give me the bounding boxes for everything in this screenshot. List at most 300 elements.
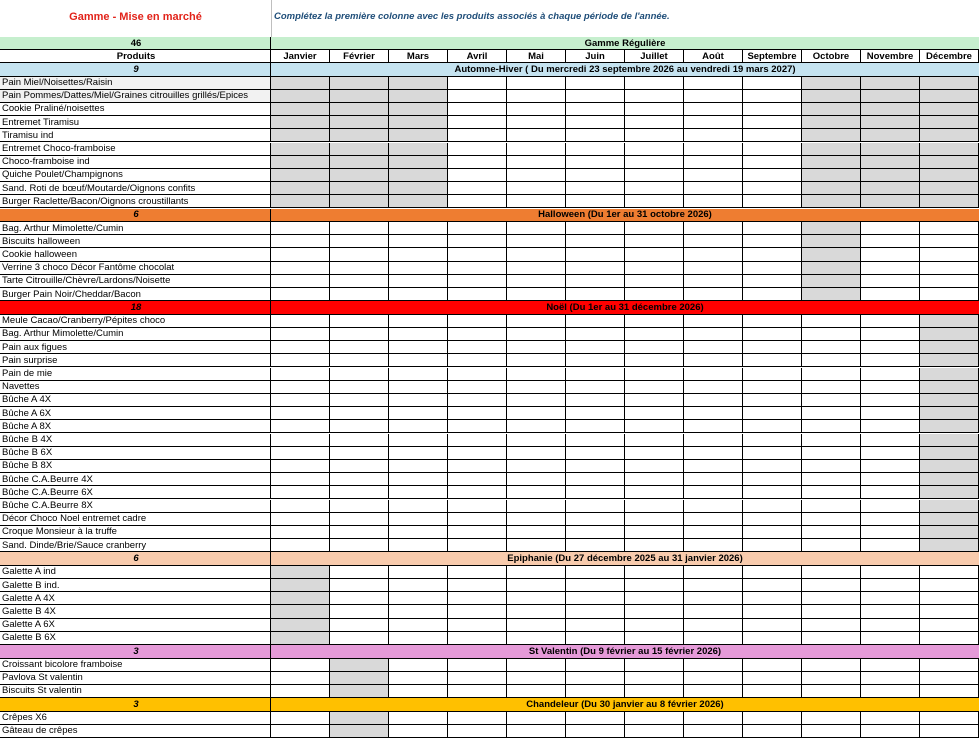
month-cell[interactable] xyxy=(389,381,448,394)
month-cell[interactable] xyxy=(684,341,743,354)
month-cell[interactable] xyxy=(920,539,979,552)
month-cell[interactable] xyxy=(684,116,743,129)
month-cell[interactable] xyxy=(389,368,448,381)
month-cell[interactable] xyxy=(389,235,448,248)
month-cell[interactable] xyxy=(330,182,389,195)
month-cell[interactable] xyxy=(566,381,625,394)
month-cell[interactable] xyxy=(330,685,389,698)
month-cell[interactable] xyxy=(448,672,507,685)
month-cell[interactable] xyxy=(802,725,861,738)
month-cell[interactable] xyxy=(448,328,507,341)
month-cell[interactable] xyxy=(507,222,566,235)
month-cell[interactable] xyxy=(271,222,330,235)
month-cell[interactable] xyxy=(684,513,743,526)
month-cell[interactable] xyxy=(802,248,861,261)
month-cell[interactable] xyxy=(448,513,507,526)
month-cell[interactable] xyxy=(330,632,389,645)
month-cell[interactable] xyxy=(566,592,625,605)
month-cell[interactable] xyxy=(743,169,802,182)
section-title-cell[interactable]: Halloween (Du 1er au 31 octobre 2026) xyxy=(271,209,979,223)
month-cell[interactable] xyxy=(743,473,802,486)
month-cell[interactable] xyxy=(271,407,330,420)
month-cell[interactable] xyxy=(448,195,507,208)
month-cell[interactable] xyxy=(743,156,802,169)
month-cell[interactable] xyxy=(920,288,979,301)
month-cell[interactable] xyxy=(566,632,625,645)
month-cell[interactable] xyxy=(684,526,743,539)
month-cell[interactable] xyxy=(389,632,448,645)
month-cell[interactable] xyxy=(271,77,330,90)
month-cell[interactable] xyxy=(566,77,625,90)
month-cell[interactable] xyxy=(920,368,979,381)
month-cell[interactable] xyxy=(861,169,920,182)
month-cell[interactable] xyxy=(743,434,802,447)
month-cell[interactable] xyxy=(861,447,920,460)
month-cell[interactable] xyxy=(861,500,920,513)
month-cell[interactable] xyxy=(566,182,625,195)
month-cell[interactable] xyxy=(271,513,330,526)
month-cell[interactable] xyxy=(389,394,448,407)
month-cell[interactable] xyxy=(920,328,979,341)
month-cell[interactable] xyxy=(566,672,625,685)
product-cell[interactable]: Biscuits St valentin xyxy=(0,685,271,698)
month-cell[interactable] xyxy=(271,262,330,275)
month-cell[interactable] xyxy=(507,182,566,195)
month-cell[interactable] xyxy=(861,473,920,486)
month-cell[interactable] xyxy=(448,500,507,513)
month-cell[interactable] xyxy=(861,77,920,90)
month-cell[interactable] xyxy=(625,182,684,195)
month-cell[interactable] xyxy=(448,566,507,579)
month-cell[interactable] xyxy=(802,143,861,156)
month-cell[interactable] xyxy=(271,473,330,486)
month-cell[interactable] xyxy=(330,434,389,447)
month-cell[interactable] xyxy=(743,526,802,539)
month-cell[interactable] xyxy=(330,712,389,725)
month-cell[interactable] xyxy=(684,77,743,90)
month-cell[interactable] xyxy=(448,129,507,142)
month-cell[interactable] xyxy=(507,328,566,341)
month-cell[interactable] xyxy=(920,712,979,725)
product-cell[interactable]: Galette A ind xyxy=(0,566,271,579)
month-cell[interactable] xyxy=(802,500,861,513)
month-cell[interactable] xyxy=(271,566,330,579)
month-cell[interactable] xyxy=(330,539,389,552)
month-cell[interactable] xyxy=(389,275,448,288)
month-cell[interactable] xyxy=(743,420,802,433)
month-cell[interactable] xyxy=(448,712,507,725)
month-header-6[interactable]: Juillet xyxy=(625,50,684,63)
product-cell[interactable]: Bûche B 4X xyxy=(0,434,271,447)
month-cell[interactable] xyxy=(389,315,448,328)
month-cell[interactable] xyxy=(271,460,330,473)
month-cell[interactable] xyxy=(566,434,625,447)
month-cell[interactable] xyxy=(920,685,979,698)
month-cell[interactable] xyxy=(271,143,330,156)
month-cell[interactable] xyxy=(330,566,389,579)
month-cell[interactable] xyxy=(625,539,684,552)
month-cell[interactable] xyxy=(271,605,330,618)
month-cell[interactable] xyxy=(861,659,920,672)
month-cell[interactable] xyxy=(802,592,861,605)
month-cell[interactable] xyxy=(684,460,743,473)
month-cell[interactable] xyxy=(448,473,507,486)
month-cell[interactable] xyxy=(861,368,920,381)
month-cell[interactable] xyxy=(684,447,743,460)
month-cell[interactable] xyxy=(743,354,802,367)
month-cell[interactable] xyxy=(743,235,802,248)
month-cell[interactable] xyxy=(389,500,448,513)
month-cell[interactable] xyxy=(802,354,861,367)
product-cell[interactable]: Biscuits halloween xyxy=(0,235,271,248)
month-cell[interactable] xyxy=(507,592,566,605)
month-cell[interactable] xyxy=(271,394,330,407)
month-cell[interactable] xyxy=(802,182,861,195)
month-cell[interactable] xyxy=(507,169,566,182)
month-cell[interactable] xyxy=(743,195,802,208)
month-cell[interactable] xyxy=(920,473,979,486)
month-cell[interactable] xyxy=(920,248,979,261)
month-cell[interactable] xyxy=(802,381,861,394)
month-cell[interactable] xyxy=(271,368,330,381)
month-cell[interactable] xyxy=(684,368,743,381)
month-cell[interactable] xyxy=(625,592,684,605)
month-cell[interactable] xyxy=(330,328,389,341)
month-cell[interactable] xyxy=(802,473,861,486)
month-cell[interactable] xyxy=(920,486,979,499)
month-cell[interactable] xyxy=(389,659,448,672)
month-cell[interactable] xyxy=(448,725,507,738)
month-cell[interactable] xyxy=(625,262,684,275)
month-cell[interactable] xyxy=(507,539,566,552)
month-cell[interactable] xyxy=(507,288,566,301)
month-cell[interactable] xyxy=(389,341,448,354)
month-cell[interactable] xyxy=(625,315,684,328)
month-cell[interactable] xyxy=(330,420,389,433)
month-cell[interactable] xyxy=(861,182,920,195)
month-cell[interactable] xyxy=(861,103,920,116)
product-cell[interactable]: Navettes xyxy=(0,381,271,394)
month-cell[interactable] xyxy=(330,368,389,381)
month-cell[interactable] xyxy=(625,566,684,579)
month-cell[interactable] xyxy=(271,315,330,328)
month-cell[interactable] xyxy=(448,632,507,645)
month-cell[interactable] xyxy=(448,460,507,473)
month-cell[interactable] xyxy=(684,592,743,605)
month-cell[interactable] xyxy=(861,354,920,367)
month-cell[interactable] xyxy=(802,368,861,381)
month-cell[interactable] xyxy=(566,394,625,407)
month-cell[interactable] xyxy=(507,685,566,698)
month-cell[interactable] xyxy=(861,460,920,473)
month-cell[interactable] xyxy=(920,354,979,367)
month-cell[interactable] xyxy=(566,143,625,156)
month-cell[interactable] xyxy=(920,513,979,526)
month-cell[interactable] xyxy=(330,90,389,103)
month-cell[interactable] xyxy=(920,632,979,645)
month-cell[interactable] xyxy=(684,103,743,116)
month-cell[interactable] xyxy=(448,116,507,129)
month-cell[interactable] xyxy=(271,447,330,460)
month-cell[interactable] xyxy=(920,566,979,579)
month-header-4[interactable]: Mai xyxy=(507,50,566,63)
month-cell[interactable] xyxy=(625,579,684,592)
month-cell[interactable] xyxy=(389,513,448,526)
month-cell[interactable] xyxy=(507,566,566,579)
month-cell[interactable] xyxy=(684,129,743,142)
month-cell[interactable] xyxy=(743,328,802,341)
month-cell[interactable] xyxy=(684,315,743,328)
month-cell[interactable] xyxy=(448,407,507,420)
month-cell[interactable] xyxy=(271,129,330,142)
month-cell[interactable] xyxy=(566,262,625,275)
month-cell[interactable] xyxy=(330,315,389,328)
month-cell[interactable] xyxy=(861,566,920,579)
month-cell[interactable] xyxy=(448,434,507,447)
month-cell[interactable] xyxy=(507,143,566,156)
month-cell[interactable] xyxy=(861,143,920,156)
month-cell[interactable] xyxy=(507,486,566,499)
month-cell[interactable] xyxy=(389,222,448,235)
month-cell[interactable] xyxy=(330,341,389,354)
month-cell[interactable] xyxy=(684,619,743,632)
month-cell[interactable] xyxy=(271,169,330,182)
month-cell[interactable] xyxy=(920,129,979,142)
month-cell[interactable] xyxy=(566,500,625,513)
month-cell[interactable] xyxy=(507,394,566,407)
month-header-9[interactable]: Octobre xyxy=(802,50,861,63)
month-cell[interactable] xyxy=(330,407,389,420)
month-cell[interactable] xyxy=(802,169,861,182)
product-cell[interactable]: Bûche C.A.Beurre 4X xyxy=(0,473,271,486)
month-cell[interactable] xyxy=(920,460,979,473)
month-cell[interactable] xyxy=(920,605,979,618)
month-cell[interactable] xyxy=(920,195,979,208)
month-cell[interactable] xyxy=(271,341,330,354)
month-cell[interactable] xyxy=(448,539,507,552)
month-cell[interactable] xyxy=(271,275,330,288)
month-cell[interactable] xyxy=(743,513,802,526)
month-header-8[interactable]: Septembre xyxy=(743,50,802,63)
product-cell[interactable]: Pain surprise xyxy=(0,354,271,367)
month-cell[interactable] xyxy=(330,288,389,301)
month-cell[interactable] xyxy=(802,619,861,632)
section-count-cell[interactable]: 6 xyxy=(0,209,271,223)
month-cell[interactable] xyxy=(802,103,861,116)
month-cell[interactable] xyxy=(330,248,389,261)
month-cell[interactable] xyxy=(802,605,861,618)
month-cell[interactable] xyxy=(920,447,979,460)
product-cell[interactable]: Burger Pain Noir/Cheddar/Bacon xyxy=(0,288,271,301)
month-cell[interactable] xyxy=(861,725,920,738)
month-cell[interactable] xyxy=(684,354,743,367)
month-cell[interactable] xyxy=(920,434,979,447)
month-cell[interactable] xyxy=(271,685,330,698)
month-cell[interactable] xyxy=(507,434,566,447)
month-cell[interactable] xyxy=(743,460,802,473)
product-cell[interactable]: Burger Raclette/Bacon/Oignons croustillants xyxy=(0,195,271,208)
products-header-cell[interactable]: Produits xyxy=(0,50,271,63)
month-cell[interactable] xyxy=(802,513,861,526)
month-cell[interactable] xyxy=(920,407,979,420)
section-title-cell[interactable]: Chandeleur (Du 30 janvier au 8 février 2026) xyxy=(271,698,979,712)
month-cell[interactable] xyxy=(743,685,802,698)
month-cell[interactable] xyxy=(271,116,330,129)
month-cell[interactable] xyxy=(566,447,625,460)
month-cell[interactable] xyxy=(330,116,389,129)
month-cell[interactable] xyxy=(861,394,920,407)
month-cell[interactable] xyxy=(448,486,507,499)
month-cell[interactable] xyxy=(920,169,979,182)
month-cell[interactable] xyxy=(861,328,920,341)
month-cell[interactable] xyxy=(861,579,920,592)
month-cell[interactable] xyxy=(802,77,861,90)
sheet-title-cell[interactable] xyxy=(0,0,272,37)
month-cell[interactable] xyxy=(684,381,743,394)
month-cell[interactable] xyxy=(684,195,743,208)
month-header-1[interactable]: Février xyxy=(330,50,389,63)
month-cell[interactable] xyxy=(566,460,625,473)
month-cell[interactable] xyxy=(507,447,566,460)
product-cell[interactable]: Bûche B 6X xyxy=(0,447,271,460)
month-cell[interactable] xyxy=(389,420,448,433)
month-cell[interactable] xyxy=(625,420,684,433)
month-cell[interactable] xyxy=(920,262,979,275)
product-cell[interactable]: Bûche B 8X xyxy=(0,460,271,473)
month-cell[interactable] xyxy=(448,619,507,632)
month-cell[interactable] xyxy=(330,659,389,672)
month-cell[interactable] xyxy=(566,539,625,552)
month-cell[interactable] xyxy=(743,592,802,605)
range-label-cell[interactable]: Gamme Régulière xyxy=(271,37,979,50)
month-cell[interactable] xyxy=(566,566,625,579)
month-cell[interactable] xyxy=(507,129,566,142)
month-cell[interactable] xyxy=(507,460,566,473)
product-cell[interactable]: Verrine 3 choco Décor Fantôme chocolat xyxy=(0,262,271,275)
product-cell[interactable]: Pain de mie xyxy=(0,368,271,381)
month-cell[interactable] xyxy=(271,500,330,513)
month-cell[interactable] xyxy=(861,116,920,129)
month-cell[interactable] xyxy=(566,103,625,116)
section-count-cell[interactable]: 6 xyxy=(0,552,271,566)
month-cell[interactable] xyxy=(566,248,625,261)
month-cell[interactable] xyxy=(271,592,330,605)
month-cell[interactable] xyxy=(507,659,566,672)
month-cell[interactable] xyxy=(330,195,389,208)
month-cell[interactable] xyxy=(625,116,684,129)
product-cell[interactable]: Bûche A 8X xyxy=(0,420,271,433)
month-cell[interactable] xyxy=(920,116,979,129)
month-cell[interactable] xyxy=(330,579,389,592)
month-cell[interactable] xyxy=(566,407,625,420)
month-cell[interactable] xyxy=(507,315,566,328)
month-cell[interactable] xyxy=(330,129,389,142)
month-cell[interactable] xyxy=(684,275,743,288)
product-cell[interactable]: Bûche A 6X xyxy=(0,407,271,420)
month-cell[interactable] xyxy=(861,513,920,526)
month-cell[interactable] xyxy=(507,341,566,354)
month-cell[interactable] xyxy=(625,619,684,632)
month-cell[interactable] xyxy=(389,712,448,725)
month-cell[interactable] xyxy=(566,328,625,341)
month-cell[interactable] xyxy=(861,407,920,420)
month-header-2[interactable]: Mars xyxy=(389,50,448,63)
month-cell[interactable] xyxy=(566,619,625,632)
month-cell[interactable] xyxy=(271,248,330,261)
month-cell[interactable] xyxy=(802,434,861,447)
month-cell[interactable] xyxy=(389,116,448,129)
month-cell[interactable] xyxy=(389,288,448,301)
month-cell[interactable] xyxy=(861,248,920,261)
month-cell[interactable] xyxy=(625,381,684,394)
month-cell[interactable] xyxy=(330,473,389,486)
month-cell[interactable] xyxy=(802,460,861,473)
month-cell[interactable] xyxy=(448,341,507,354)
month-cell[interactable] xyxy=(625,341,684,354)
month-cell[interactable] xyxy=(389,156,448,169)
month-cell[interactable] xyxy=(389,182,448,195)
month-cell[interactable] xyxy=(625,632,684,645)
month-cell[interactable] xyxy=(861,262,920,275)
month-cell[interactable] xyxy=(271,712,330,725)
month-cell[interactable] xyxy=(920,77,979,90)
month-cell[interactable] xyxy=(389,685,448,698)
month-cell[interactable] xyxy=(743,672,802,685)
month-cell[interactable] xyxy=(861,712,920,725)
month-cell[interactable] xyxy=(920,222,979,235)
month-cell[interactable] xyxy=(684,156,743,169)
month-cell[interactable] xyxy=(861,341,920,354)
month-cell[interactable] xyxy=(389,354,448,367)
month-cell[interactable] xyxy=(743,143,802,156)
month-cell[interactable] xyxy=(448,368,507,381)
month-cell[interactable] xyxy=(625,288,684,301)
month-cell[interactable] xyxy=(861,486,920,499)
month-cell[interactable] xyxy=(566,368,625,381)
month-cell[interactable] xyxy=(920,420,979,433)
month-cell[interactable] xyxy=(448,156,507,169)
month-cell[interactable] xyxy=(566,341,625,354)
month-cell[interactable] xyxy=(684,90,743,103)
section-count-cell[interactable]: 3 xyxy=(0,698,271,712)
month-cell[interactable] xyxy=(507,526,566,539)
month-cell[interactable] xyxy=(743,288,802,301)
month-cell[interactable] xyxy=(448,248,507,261)
month-cell[interactable] xyxy=(271,486,330,499)
month-cell[interactable] xyxy=(330,354,389,367)
month-cell[interactable] xyxy=(743,275,802,288)
month-cell[interactable] xyxy=(448,381,507,394)
month-cell[interactable] xyxy=(920,500,979,513)
month-cell[interactable] xyxy=(389,103,448,116)
month-cell[interactable] xyxy=(743,222,802,235)
product-cell[interactable]: Croque Monsieur à la truffe xyxy=(0,526,271,539)
month-cell[interactable] xyxy=(566,659,625,672)
month-cell[interactable] xyxy=(920,315,979,328)
section-title-cell[interactable]: St Valentin (Du 9 février au 15 février 2026) xyxy=(271,645,979,659)
month-cell[interactable] xyxy=(330,262,389,275)
month-cell[interactable] xyxy=(389,447,448,460)
month-cell[interactable] xyxy=(271,659,330,672)
month-cell[interactable] xyxy=(566,116,625,129)
month-cell[interactable] xyxy=(802,672,861,685)
month-cell[interactable] xyxy=(566,195,625,208)
month-cell[interactable] xyxy=(802,235,861,248)
month-cell[interactable] xyxy=(802,685,861,698)
month-cell[interactable] xyxy=(507,632,566,645)
month-cell[interactable] xyxy=(507,368,566,381)
month-cell[interactable] xyxy=(448,394,507,407)
